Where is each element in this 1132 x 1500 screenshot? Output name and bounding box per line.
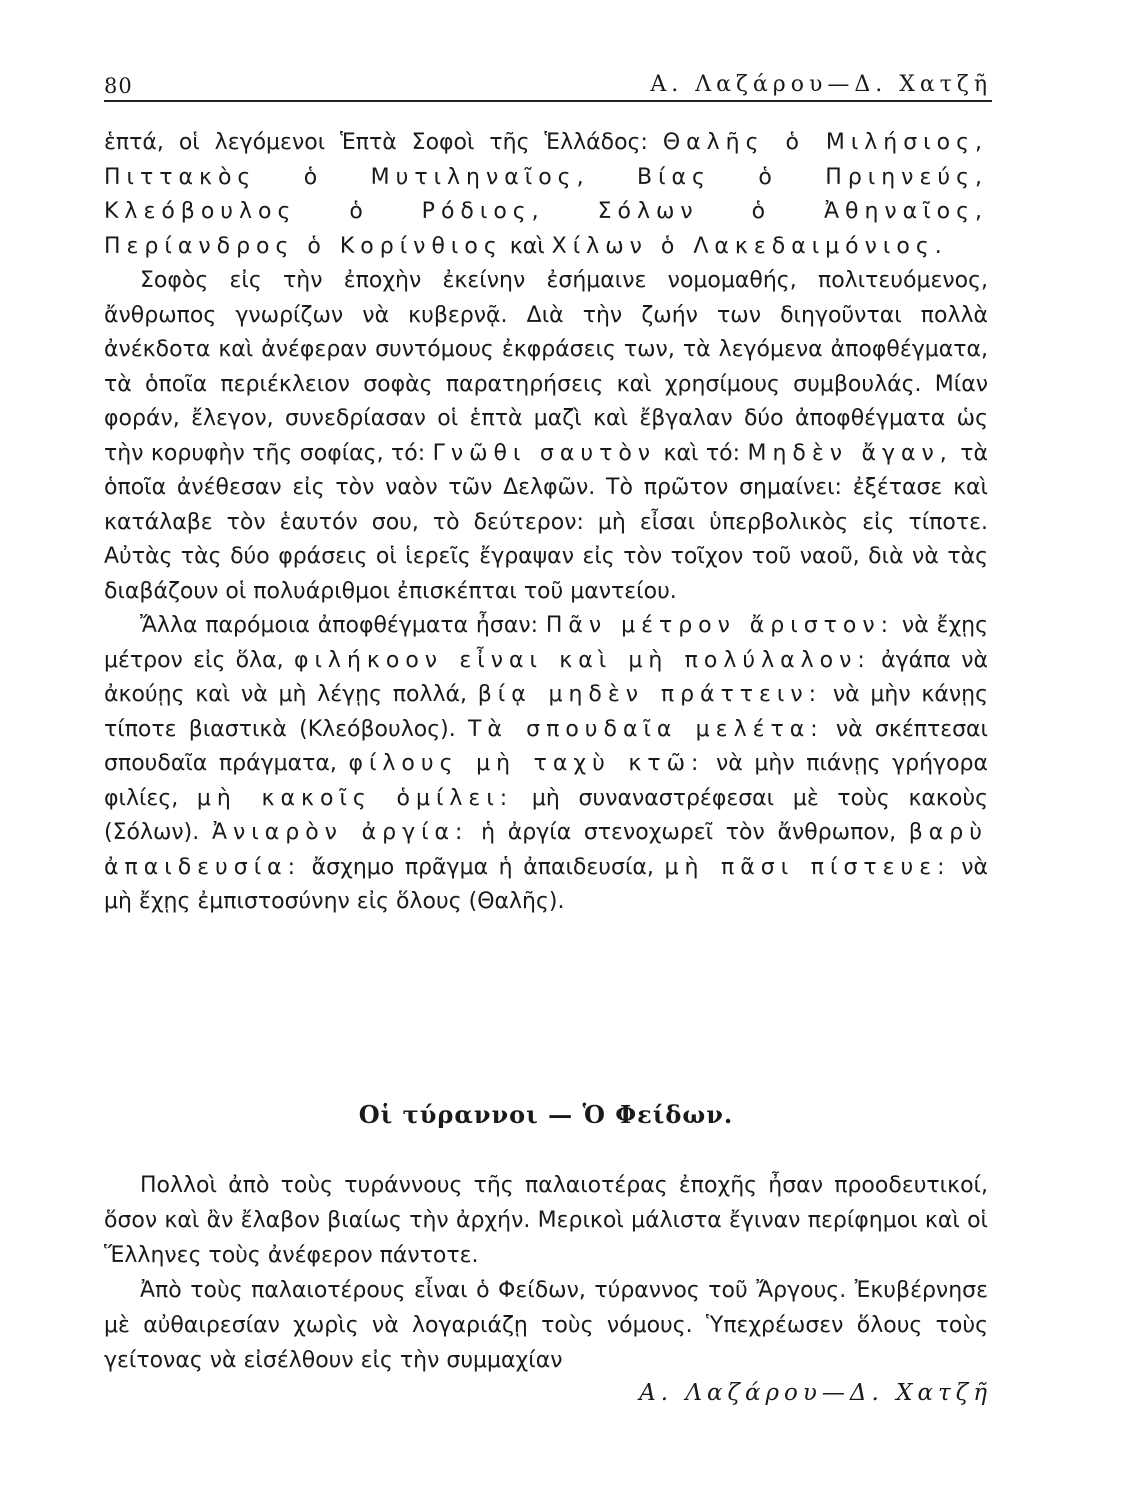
maxim-nothing-in-excess: Μηδὲν ἄγαν, bbox=[747, 440, 953, 466]
text-run: νὰ σκέπτεσαι σπουδαῖα πράγματα, bbox=[104, 716, 988, 776]
maxim: Πᾶν μέτρον ἄριστον: bbox=[545, 613, 895, 638]
text-run: ἄσχημο πρᾶγμα ἡ ἀπαιδευσία, bbox=[301, 854, 665, 880]
maxim: βαρὺ ἀπαιδευσία: bbox=[104, 820, 989, 880]
maxim: μὴ κακοῖς ὁμίλει: bbox=[196, 785, 514, 811]
text-run: ἡ ἀργία στενοχωρεῖ τὸν ἄνθρωπον, bbox=[468, 820, 909, 845]
text-run: τὰ ὁποῖα ἀνέθεσαν εἰς τὸν ναὸν τῶν Δελφῶν. Τὸ πρῶτον σημαίνει: ἐξέτασε καὶ κατάλαβε τὸν ἑαυτόν σου, τὸ δεύτερον: μὴ εἶσαι ὑπερβολικὸς εἰς τίποτε. Αὐτὰς τὰς δύο φράσεις οἱ ἱερεῖς ἔγραψαν εἰς τὸν τοῖχον τοῦ ναοῦ, διὰ νὰ τὰς διαβάζουν οἱ πολυάριθμοι ἐπισκέπται τοῦ μαντείου. bbox=[104, 440, 988, 604]
section-heading: Οἱ τύραννοι — Ὁ Φείδων. bbox=[358, 1100, 734, 1129]
main-text bbox=[104, 126, 988, 920]
paragraph-pheidon: Ἀπὸ τοὺς παλαιοτέρους εἶναι ὁ Φείδων, τύραννος τοῦ Ἄργους. Ἐκυβέρνησε μὲ αὐθαιρεσίαν χωρὶς νὰ λογαριάζῃ τοὺς νόμους. Ὑπεχρέωσεν ὅλους τοὺς γείτονας νὰ εἰσέλθουν εἰς τὴν συμμαχίαν bbox=[104, 1278, 988, 1373]
maxim: Ἀνιαρὸν ἀργία: bbox=[211, 820, 469, 845]
footer-signature: Α. Λαζάρου—Δ. Χατζῆ bbox=[639, 1380, 992, 1406]
maxim: φιλήκοον εἶναι καὶ μὴ πολύλαλον: bbox=[293, 647, 871, 673]
maxim: μὴ πᾶσι πίστευε: bbox=[664, 854, 951, 880]
running-head: Α. Λαζάρου—Δ. Χατζῆ bbox=[650, 72, 992, 97]
maxim: βίᾳ μηδὲν πράττειν: bbox=[477, 682, 823, 707]
text-run: νὰ μὴ ἔχῃς ἐμπιστοσύνην εἰς ὅλους (Θαλῆς). bbox=[104, 854, 988, 914]
text-run: ἀγάπα νὰ ἀκούῃς καὶ νὰ μὴ λέγῃς πολλά, bbox=[104, 647, 988, 707]
maxim: Τὰ σπουδαῖα μελέτα: bbox=[467, 716, 824, 742]
maxim-know-thyself: Γνῶθι σαυτὸν bbox=[432, 440, 657, 466]
text-run: ἑπτά, οἱ λεγόμενοι Ἑπτὰ Σοφοὶ τῆς Ἑλλάδος: bbox=[104, 130, 663, 155]
text-run: νὰ μὴν κάνῃς τίποτε βιαστικὰ (Κλεόβουλος). bbox=[104, 682, 988, 742]
text-run: μὴ συναναστρέφεσαι μὲ τοὺς κακοὺς (Σόλων). bbox=[104, 785, 988, 845]
text-run: Ἄλλα παρόμοια ἀποφθέγματα ἦσαν: bbox=[140, 613, 546, 638]
paragraph-tyrants: Πολλοὶ ἀπὸ τοὺς τυράννους τῆς παλαιοτέρας ἐποχῆς ἦσαν προοδευτικοί, ὅσον καὶ ἂν ἔλαβον βιαίως τὴν ἀρχήν. Μερικοὶ μάλιστα ἔγιναν περίφημοι καὶ οἱ Ἕλληνες τοὺς ἀνέφερον πάντοτε. bbox=[104, 1173, 988, 1268]
page-header bbox=[104, 70, 992, 102]
text-run: Σοφὸς εἰς τὴν ἐποχὴν ἐκείνην ἐσήμαινε νομομαθής, πολιτευόμενος, ἄνθρωπος γνωρίζων νὰ κυβερνᾷ. Διὰ τὴν ζωήν των διηγοῦνται πολλὰ ἀνέκδοτα καὶ ἀνέφεραν συντόμους ἐκφράσεις των, τὰ λεγόμενα ἀποφθέγματα, τὰ ὁποῖα περιέκλειον σοφὰς παρατηρήσεις καὶ χρησίμους συμβουλάς. Μίαν φοράν, ἔλεγον, συνεδρίασαν οἱ ἑπτὰ μαζὶ καὶ ἔβγαλαν δύο ἀποφθέγματα ὡς τὴν κορυφὴν τῆς σοφίας, τό: bbox=[104, 268, 988, 466]
page-number: 80 bbox=[104, 74, 133, 98]
text-run: νὰ ἔχῃς μέτρον εἰς ὅλα, bbox=[104, 613, 989, 673]
paragraph-wisdom bbox=[104, 264, 988, 609]
sage-name-chilon: Χίλων ὁ Λακεδαιμόνιος. bbox=[551, 233, 948, 259]
sages-names: Θαλῆς ὁ Μιλήσιος, Πιττακὸς ὁ Μυτιληναῖος, Βίας ὁ Πριηνεύς, Κλεόβουλος ὁ Ρόδιος, Σόλων ὁ Ἀθηναῖος, Περίανδρος ὁ Κορίνθιος bbox=[104, 130, 988, 259]
section-text bbox=[104, 1168, 988, 1378]
paragraph-maxims bbox=[104, 609, 988, 920]
text-run: νὰ μὴν πιάνῃς γρήγορα φιλίες, bbox=[104, 751, 989, 811]
text-run: καὶ τό: bbox=[656, 440, 748, 466]
paragraph-seven-sages bbox=[104, 126, 988, 264]
maxim: φίλους μὴ ταχὺ κτῶ: bbox=[348, 751, 705, 776]
text-run: καὶ bbox=[502, 233, 552, 259]
